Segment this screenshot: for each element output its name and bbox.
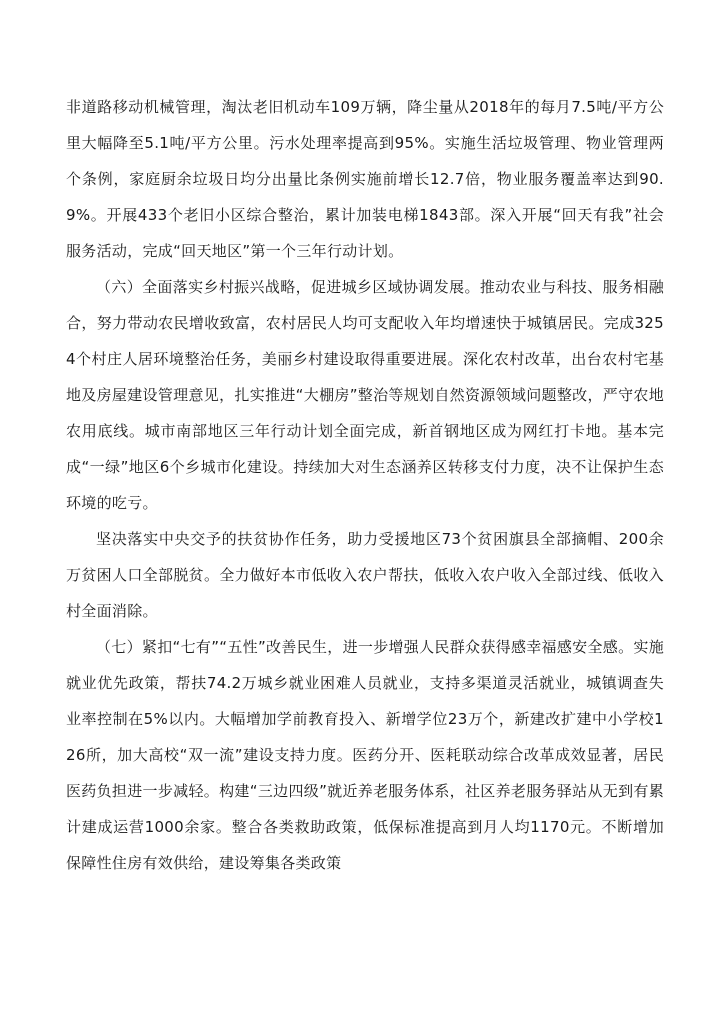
paragraph-livelihood: （七）紧扣“七有”“五性”改善民生，进一步增强人民群众获得感幸福感安全感。实施就业优先政策，帮扶74.2万城乡就业困难人员就业，支持多渠道灵活就业，城镇调查失业率控制在5%以内。大幅增加学前教育投入、新增学位23万个，新建改扩建中小学校126所，加大高校“双一流”建设支持力度。医药分开、医耗联动综合改革成效显著，居民医药负担进一步减轻。构建“三边四级”就近养老服务体系，社区养老服务驿站从无到有累计建成运营1000余家。整合各类救助政策，低保标准提高到月人均1170元。不断增加保障性住房有效供给，建设筹集各类政策 xyxy=(66,638,664,872)
document-page xyxy=(66,89,664,881)
paragraph-rural-revitalization: （六）全面落实乡村振兴战略，促进城乡区域协调发展。推动农业与科技、服务相融合，努力带动农民增收致富，农村居民人均可支配收入年均增速快于城镇居民。完成3254个村庄人居环境整治任务，美丽乡村建设取得重要进展。深化农村改革，出台农村宅基地及房屋建设管理意见，扎实推进“大棚房”整治等规划自然资源领域问题整改，严守农地农用底线。城市南部地区三年行动计划全面完成，新首钢地区成为网红打卡地。基本完成“一绿”地区6个乡城市化建设。持续加大对生态涵养区转移支付力度，决不让保护生态环境的吃亏。 xyxy=(66,278,664,512)
paragraph-environment: 非道路移动机械管理，淘汰老旧机动车109万辆，降尘量从2018年的每月7.5吨/平方公里大幅降至5.1吨/平方公里。污水处理率提高到95%。实施生活垃圾管理、物业管理两个条例，家庭厨余垃圾日均分出量比条例实施前增长12.7倍，物业服务覆盖率达到90.9%。开展433个老旧小区综合整治，累计加装电梯1843部。深入开展“回天有我”社会服务活动，完成“回天地区”第一个三年行动计划。 xyxy=(66,98,664,260)
paragraph-poverty-alleviation: 坚决落实中央交予的扶贫协作任务，助力受援地区73个贫困旗县全部摘帽、200余万贫困人口全部脱贫。全力做好本市低收入农户帮扶，低收入农户收入全部过线、低收入村全面消除。 xyxy=(66,530,664,620)
